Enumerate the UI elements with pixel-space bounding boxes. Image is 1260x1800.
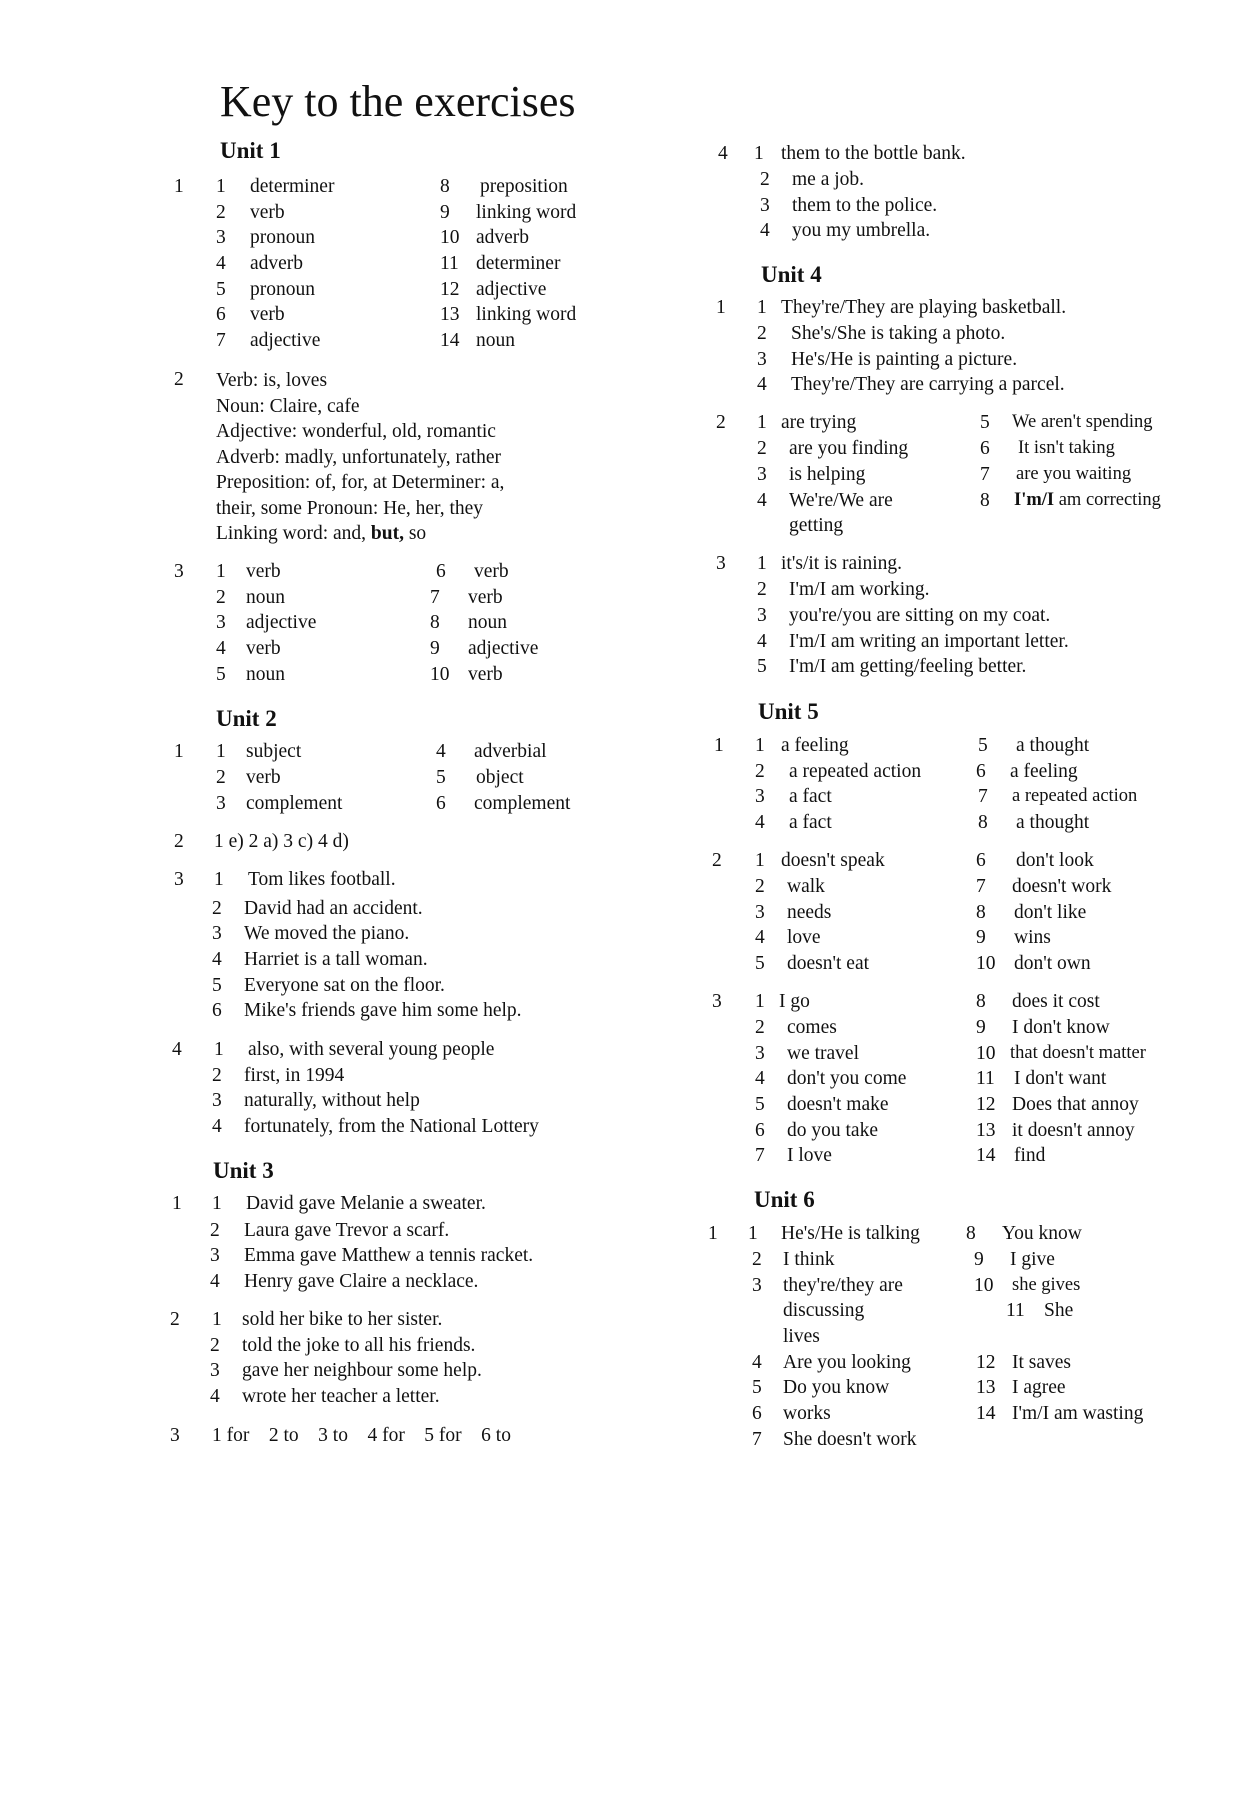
- item-number: 4: [752, 1352, 762, 1373]
- item-answer: I think: [783, 1249, 835, 1270]
- item-answer: don't own: [1014, 953, 1091, 974]
- item-answer: noun: [468, 612, 507, 633]
- item-answer: naturally, without help: [244, 1090, 420, 1111]
- item-number: 1: [757, 553, 767, 574]
- item-number: 2: [755, 1017, 765, 1038]
- item-number: 2: [216, 587, 226, 608]
- unit-2-ex-2-answer: 1 e) 2 a) 3 c) 4 d): [214, 831, 349, 852]
- item-answer: I love: [787, 1145, 832, 1166]
- item-number: 5: [978, 735, 988, 756]
- item-answer: a feeling: [1010, 761, 1078, 782]
- item-number: 11: [440, 253, 459, 274]
- item-number: 11: [1006, 1300, 1025, 1321]
- item-answer: needs: [787, 902, 832, 923]
- item-answer: walk: [787, 876, 825, 897]
- item-number: 4: [210, 1386, 220, 1407]
- item-answer: find: [1014, 1145, 1046, 1166]
- item-number: 13: [976, 1120, 996, 1141]
- item-number: 2: [216, 767, 226, 788]
- exercise-number: 3: [174, 869, 184, 890]
- item-number: 10: [976, 1043, 996, 1064]
- item-number: 5: [757, 656, 767, 677]
- item-answer: Does that annoy: [1012, 1094, 1139, 1115]
- item-number: 3: [210, 1360, 220, 1381]
- item-answer: adverbial: [474, 741, 547, 762]
- item-answer: verb: [246, 638, 281, 659]
- item-number: 3: [216, 612, 226, 633]
- item-answer: don't you come: [787, 1068, 907, 1089]
- answer-line: Linking word: and, but, so: [216, 523, 427, 544]
- item-number: 4: [760, 220, 770, 241]
- item-answer: told the joke to all his friends.: [242, 1335, 476, 1356]
- item-answer: I'm/I am wasting: [1012, 1403, 1144, 1424]
- item-number: 3: [755, 902, 765, 923]
- exercise-number: 1: [716, 297, 726, 318]
- item-answer: David gave Melanie a sweater.: [246, 1193, 486, 1214]
- item-answer: Everyone sat on the floor.: [244, 975, 445, 996]
- item-number: 4: [210, 1271, 220, 1292]
- item-answer: linking word: [476, 304, 577, 325]
- exercise-number: 3: [716, 553, 726, 574]
- item-answer: She: [1044, 1300, 1074, 1321]
- item-number: 1: [214, 869, 224, 890]
- item-answer: them to the police.: [792, 195, 938, 216]
- item-number: 4: [757, 374, 767, 395]
- item-number: 9: [430, 638, 440, 659]
- item-answer: they're/they are: [783, 1275, 903, 1296]
- item-answer: complement: [246, 793, 343, 814]
- item-answer: them to the bottle bank.: [781, 143, 966, 164]
- item-number: 6: [976, 850, 986, 871]
- item-answer: a fact: [789, 786, 832, 807]
- item-answer: doesn't work: [1012, 876, 1112, 897]
- unit-6-heading: Unit 6: [754, 1187, 815, 1212]
- item-answer: are you finding: [789, 438, 909, 459]
- item-number: 5: [980, 412, 990, 433]
- item-number: 1: [757, 412, 767, 433]
- item-answer: first, in 1994: [244, 1065, 345, 1086]
- item-number: 9: [976, 1017, 986, 1038]
- item-answer: don't like: [1014, 902, 1087, 923]
- item-answer: Harriet is a tall woman.: [244, 949, 428, 970]
- item-number: 2: [757, 579, 767, 600]
- item-number: 8: [976, 902, 986, 923]
- item-number: 9: [440, 202, 450, 223]
- item-number: 1: [757, 297, 767, 318]
- item-number: 1: [755, 991, 765, 1012]
- unit-1-heading: Unit 1: [220, 138, 281, 163]
- page-title: Key to the exercises: [220, 77, 576, 126]
- item-answer: getting: [789, 515, 844, 536]
- item-answer: you my umbrella.: [792, 220, 931, 241]
- item-number: 4: [755, 812, 765, 833]
- item-number: 4: [436, 741, 446, 762]
- item-number: 4: [757, 631, 767, 652]
- item-number: 5: [212, 975, 222, 996]
- item-answer: determiner: [476, 253, 561, 274]
- item-answer: verb: [468, 587, 503, 608]
- item-answer: adjective: [246, 612, 317, 633]
- answer-line: Noun: Claire, cafe: [216, 395, 360, 417]
- exercise-number: 2: [174, 831, 184, 852]
- answer-line: Preposition: of, for, at Determiner: a,: [216, 472, 505, 493]
- item-answer: a feeling: [781, 735, 849, 756]
- item-number: 4: [755, 1068, 765, 1089]
- item-answer: I'm/I am working.: [789, 579, 930, 600]
- item-answer: she gives: [1012, 1275, 1081, 1295]
- item-answer: adverb: [476, 227, 530, 248]
- item-answer: wins: [1014, 927, 1051, 948]
- item-number: 7: [976, 876, 986, 897]
- item-number: 2: [210, 1335, 220, 1356]
- item-number: 4: [216, 638, 226, 659]
- item-number: 7: [980, 464, 990, 485]
- item-answer: lives: [783, 1326, 820, 1347]
- item-answer: complement: [474, 793, 571, 814]
- item-number: 7: [755, 1145, 765, 1166]
- item-number: 1: [216, 741, 226, 762]
- item-answer: I give: [1010, 1249, 1055, 1270]
- item-number: 10: [976, 953, 996, 974]
- item-number: 2: [212, 898, 222, 919]
- item-number: 3: [752, 1275, 762, 1296]
- item-number: 4: [216, 253, 226, 274]
- item-number: 5: [755, 1094, 765, 1115]
- item-number: 6: [976, 761, 986, 782]
- item-answer: They're/They are carrying a parcel.: [791, 374, 1065, 395]
- item-number: 14: [976, 1145, 996, 1166]
- item-answer: I go: [779, 991, 810, 1012]
- answer-line: Adjective: wonderful, old, romantic: [216, 421, 496, 442]
- exercise-number: 2: [712, 850, 722, 871]
- item-answer: gave her neighbour some help.: [242, 1360, 482, 1381]
- item-answer: He's/He is painting a picture.: [791, 349, 1018, 370]
- item-number: 1: [748, 1223, 758, 1244]
- item-answer: love: [787, 927, 821, 948]
- item-number: 10: [430, 664, 450, 685]
- item-answer: Mike's friends gave him some help.: [244, 1000, 522, 1021]
- item-number: 8: [976, 991, 986, 1012]
- item-answer: Are you looking: [783, 1352, 911, 1373]
- item-number: 3: [757, 464, 767, 485]
- item-number: 3: [757, 349, 767, 370]
- item-answer: I don't know: [1012, 1017, 1110, 1038]
- item-number: 1: [216, 176, 226, 197]
- item-answer: verb: [474, 561, 509, 582]
- item-number: 11: [976, 1068, 995, 1089]
- unit-2-heading: Unit 2: [216, 706, 277, 731]
- item-number: 1: [755, 735, 765, 756]
- item-answer: is helping: [789, 464, 866, 485]
- item-answer: a fact: [789, 812, 832, 833]
- item-answer: object: [476, 767, 524, 788]
- item-number: 13: [976, 1377, 996, 1398]
- item-answer: adjective: [250, 330, 321, 351]
- item-answer: linking word: [476, 202, 577, 223]
- item-number: 4: [757, 490, 767, 511]
- unit-1-ex-2-answer: [216, 368, 504, 547]
- exercise-number: 1: [172, 1193, 182, 1214]
- exercise-number: 1: [714, 735, 724, 756]
- item-answer: are you waiting: [1016, 464, 1132, 484]
- item-number: 6: [212, 1000, 222, 1021]
- item-number: 10: [440, 227, 460, 248]
- item-answer: comes: [787, 1017, 837, 1038]
- item-number: 1: [214, 1039, 224, 1060]
- item-answer: adjective: [468, 638, 539, 659]
- item-number: 9: [976, 927, 986, 948]
- item-number: 3: [757, 605, 767, 626]
- item-number: 1: [212, 1309, 222, 1330]
- item-answer: verb: [246, 767, 281, 788]
- item-answer: We aren't spending: [1012, 412, 1153, 432]
- item-answer: He's/He is talking: [781, 1223, 920, 1244]
- item-answer: a repeated action: [1012, 786, 1138, 806]
- item-number: 3: [755, 1043, 765, 1064]
- item-number: 3: [212, 1090, 222, 1111]
- item-answer: preposition: [480, 176, 568, 197]
- item-answer: verb: [246, 561, 281, 582]
- exercise-number: 4: [718, 143, 728, 164]
- item-answer: doesn't speak: [781, 850, 885, 871]
- item-number: 2: [212, 1065, 222, 1086]
- item-number: 1: [212, 1193, 222, 1214]
- item-answer: verb: [468, 664, 503, 685]
- item-number: 2: [210, 1220, 220, 1241]
- item-answer: They're/They are playing basketball.: [781, 297, 1067, 318]
- exercise-number: 1: [708, 1223, 718, 1244]
- item-number: 10: [974, 1275, 994, 1296]
- item-answer: determiner: [250, 176, 335, 197]
- item-number: 3: [216, 793, 226, 814]
- item-answer: does it cost: [1012, 991, 1100, 1012]
- item-number: 5: [216, 664, 226, 685]
- item-answer: a repeated action: [789, 761, 922, 782]
- item-answer: It saves: [1012, 1352, 1072, 1373]
- item-number: 6: [436, 793, 446, 814]
- item-answer: don't look: [1016, 850, 1094, 871]
- exercise-number: 3: [170, 1425, 180, 1446]
- item-number: 7: [216, 330, 226, 351]
- item-number: 3: [755, 786, 765, 807]
- item-answer: It isn't taking: [1018, 438, 1115, 458]
- item-answer: wrote her teacher a letter.: [242, 1386, 440, 1407]
- item-number: 3: [210, 1245, 220, 1266]
- item-answer: are trying: [781, 412, 857, 433]
- item-answer: Emma gave Matthew a tennis racket.: [244, 1245, 534, 1266]
- item-answer: you're/you are sitting on my coat.: [789, 605, 1051, 626]
- item-number: 14: [976, 1403, 996, 1424]
- item-answer: subject: [246, 741, 302, 762]
- item-answer: it doesn't annoy: [1012, 1120, 1135, 1141]
- item-answer: We're/We are: [789, 490, 893, 511]
- item-answer: She doesn't work: [783, 1429, 917, 1450]
- item-number: 2: [216, 202, 226, 223]
- item-number: 14: [440, 330, 460, 351]
- item-answer: doesn't eat: [787, 953, 870, 974]
- item-answer: I don't want: [1014, 1068, 1107, 1089]
- item-answer: do you take: [787, 1120, 878, 1141]
- item-answer: we travel: [787, 1043, 860, 1064]
- item-answer: verb: [250, 202, 285, 223]
- item-answer: adjective: [476, 279, 547, 300]
- item-number: 6: [436, 561, 446, 582]
- item-answer: fortunately, from the National Lottery: [244, 1116, 539, 1137]
- item-number: 5: [436, 767, 446, 788]
- item-number: 5: [216, 279, 226, 300]
- item-number: 4: [212, 949, 222, 970]
- answer-line: their, some Pronoun: He, her, they: [216, 497, 484, 519]
- item-number: 13: [440, 304, 460, 325]
- item-number: 6: [216, 304, 226, 325]
- exercise-number: 1: [174, 176, 184, 197]
- unit-4-heading: Unit 4: [761, 262, 822, 287]
- item-answer: pronoun: [250, 227, 315, 248]
- item-number: 6: [752, 1403, 762, 1424]
- item-answer: Henry gave Claire a necklace.: [244, 1271, 479, 1292]
- item-answer: discussing: [783, 1300, 865, 1321]
- item-answer: Do you know: [783, 1377, 890, 1398]
- item-number: 1: [754, 143, 764, 164]
- exercise-number: 4: [172, 1039, 182, 1060]
- item-number: 2: [757, 323, 767, 344]
- unit-3-ex-3-answer: 1 for 2 to 3 to 4 for 5 for 6 to: [212, 1425, 511, 1446]
- item-number: 8: [980, 490, 990, 511]
- item-number: 9: [974, 1249, 984, 1270]
- item-answer: a thought: [1016, 812, 1090, 833]
- item-number: 2: [760, 169, 770, 190]
- item-number: 7: [430, 587, 440, 608]
- item-answer: She's/She is taking a photo.: [791, 323, 1006, 344]
- answer-line: Adverb: madly, unfortunately, rather: [216, 446, 501, 468]
- item-number: 1: [216, 561, 226, 582]
- item-answer: doesn't make: [787, 1094, 889, 1115]
- item-number: 6: [755, 1120, 765, 1141]
- item-number: 7: [752, 1429, 762, 1450]
- item-number: 12: [440, 279, 460, 300]
- item-number: 12: [976, 1094, 996, 1115]
- exercise-number: 3: [712, 991, 722, 1012]
- item-number: 8: [430, 612, 440, 633]
- item-answer: sold her bike to her sister.: [242, 1309, 443, 1330]
- item-number: 8: [978, 812, 988, 833]
- item-answer: it's/it is raining.: [781, 553, 903, 574]
- item-number: 2: [755, 876, 765, 897]
- item-answer: Tom likes football.: [248, 869, 396, 890]
- item-number: 8: [440, 176, 450, 197]
- item-answer: Laura gave Trevor a scarf.: [244, 1220, 450, 1241]
- item-number: 5: [752, 1377, 762, 1398]
- item-answer: also, with several young people: [248, 1039, 495, 1060]
- item-number: 3: [216, 227, 226, 248]
- exercise-number: 3: [174, 561, 184, 582]
- item-answer: a thought: [1016, 735, 1090, 756]
- item-answer: David had an accident.: [244, 898, 423, 919]
- item-answer: noun: [476, 330, 515, 351]
- item-number: 5: [755, 953, 765, 974]
- unit-5-heading: Unit 5: [758, 699, 819, 724]
- item-answer: I'm/I am getting/feeling better.: [789, 656, 1027, 677]
- item-answer: We moved the piano.: [244, 923, 410, 944]
- item-answer: works: [783, 1403, 831, 1424]
- item-answer: adverb: [250, 253, 304, 274]
- item-answer: verb: [250, 304, 285, 325]
- unit-3-heading: Unit 3: [213, 1158, 274, 1183]
- item-answer: that doesn't matter: [1010, 1043, 1146, 1063]
- item-number: 1: [755, 850, 765, 871]
- item-number: 12: [976, 1352, 996, 1373]
- exercise-number: 2: [170, 1309, 180, 1330]
- item-answer: noun: [246, 664, 285, 685]
- item-answer: pronoun: [250, 279, 315, 300]
- item-number: 6: [980, 438, 990, 459]
- item-number: 3: [212, 923, 222, 944]
- item-answer: I agree: [1012, 1377, 1066, 1398]
- item-answer: You know: [1002, 1223, 1082, 1244]
- item-number: 2: [757, 438, 767, 459]
- exercise-number: 1: [174, 741, 184, 762]
- item-number: 2: [752, 1249, 762, 1270]
- item-number: 4: [755, 927, 765, 948]
- item-number: 3: [760, 195, 770, 216]
- item-number: 7: [978, 786, 988, 807]
- item-number: 2: [755, 761, 765, 782]
- exercise-number: 2: [174, 369, 184, 390]
- item-answer: I'm/I am correcting: [1014, 490, 1161, 510]
- item-number: 4: [212, 1116, 222, 1137]
- item-answer: me a job.: [792, 169, 865, 190]
- item-answer: noun: [246, 587, 285, 608]
- item-number: 8: [966, 1223, 976, 1244]
- exercise-number: 2: [716, 412, 726, 433]
- answer-line: Verb: is, loves: [216, 370, 328, 391]
- item-answer: I'm/I am writing an important letter.: [789, 631, 1069, 652]
